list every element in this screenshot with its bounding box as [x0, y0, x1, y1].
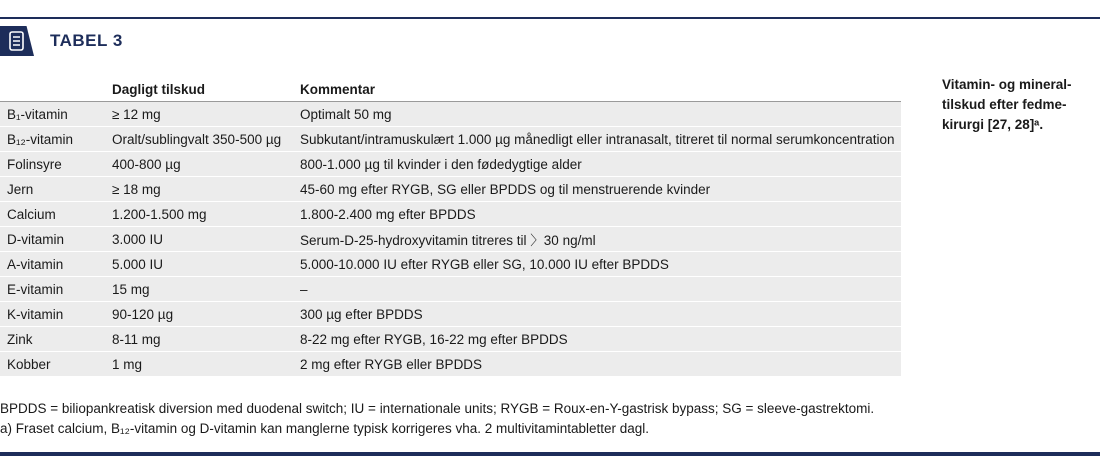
row-name: B₁₂-vitamin [0, 127, 112, 152]
table-row [0, 202, 901, 227]
row-dose: ≥ 12 mg [112, 102, 300, 127]
footnote-a: a) Fraset calcium, B₁₂-vitamin og D-vitamin kan manglerne typisk korrigeres vha. 2 multivitamintabletter dagl. [0, 421, 650, 436]
row-name: A-vitamin [0, 252, 112, 277]
table-row [0, 127, 901, 152]
table-row [0, 327, 901, 352]
row-comment: Serum-D-25-hydroxyvitamin titreres til 〉30 ng/ml [300, 227, 901, 252]
table-row [0, 227, 901, 252]
table-header [0, 26, 123, 56]
row-dose: 400-800 µg [112, 152, 300, 177]
row-comment: 800-1.000 µg til kvinder i den fødedygtige alder [300, 152, 901, 177]
row-dose: Oralt/sublingvalt 350-500 µg [112, 127, 300, 152]
row-name: Jern [0, 177, 112, 202]
supplement-table [0, 77, 901, 377]
footnote-abbreviations: BPDDS = biliopankreatisk diversion med duodenal switch; IU = internationale units; RYGB = Roux-en-Y-gastrisk bypass; SG = sleeve-gastrektomi. [0, 401, 875, 416]
row-name: B₁-vitamin [0, 102, 112, 127]
column-header-comment: Kommentar [300, 77, 901, 102]
column-header-dose: Dagligt tilskud [112, 77, 300, 102]
column-header-name [0, 77, 112, 102]
table-row [0, 302, 901, 327]
row-dose: 90-120 µg [112, 302, 300, 327]
table-title: TABEL 3 [50, 31, 123, 50]
row-comment: 8-22 mg efter RYGB, 16-22 mg efter BPDDS [300, 327, 901, 352]
row-comment: – [300, 277, 901, 302]
row-comment: 300 µg efter BPDDS [300, 302, 901, 327]
table-row [0, 177, 901, 202]
row-comment: Optimalt 50 mg [300, 102, 901, 127]
table-row [0, 252, 901, 277]
row-name: Folinsyre [0, 152, 112, 177]
row-dose: 15 mg [112, 277, 300, 302]
row-dose: 8-11 mg [112, 327, 300, 352]
row-comment: 5.000-10.000 IU efter RYGB eller SG, 10.000 IU efter BPDDS [300, 252, 901, 277]
footnotes [0, 399, 874, 439]
row-dose: 1 mg [112, 352, 300, 377]
row-comment: 45-60 mg efter RYGB, SG eller BPDDS og til menstruerende kvinder [300, 177, 901, 202]
row-comment: 2 mg efter RYGB eller BPDDS [300, 352, 901, 377]
row-dose: 1.200-1.500 mg [112, 202, 300, 227]
table-row [0, 102, 901, 127]
row-comment: 1.800-2.400 mg efter BPDDS [300, 202, 901, 227]
table-row [0, 277, 901, 302]
row-name: E-vitamin [0, 277, 112, 302]
row-dose: ≥ 18 mg [112, 177, 300, 202]
row-dose: 5.000 IU [112, 252, 300, 277]
table-row [0, 152, 901, 177]
row-comment: Subkutant/intramuskulært 1.000 µg månedligt eller intranasalt, titreret til normal serumkoncentration [300, 127, 901, 152]
row-name: D-vitamin [0, 227, 112, 252]
bottom-rule [0, 452, 1100, 456]
row-name: Calcium [0, 202, 112, 227]
row-dose: 3.000 IU [112, 227, 300, 252]
row-name: Kobber [0, 352, 112, 377]
table-caption: Vitamin- og mineral-tilskud efter fedme-kirurgi [27, 28]ᵃ. [942, 77, 1072, 132]
top-rule [0, 17, 1100, 19]
row-name: Zink [0, 327, 112, 352]
document-list-icon [0, 26, 34, 56]
table-header-row [0, 77, 901, 102]
table-row [0, 352, 901, 377]
row-name: K-vitamin [0, 302, 112, 327]
